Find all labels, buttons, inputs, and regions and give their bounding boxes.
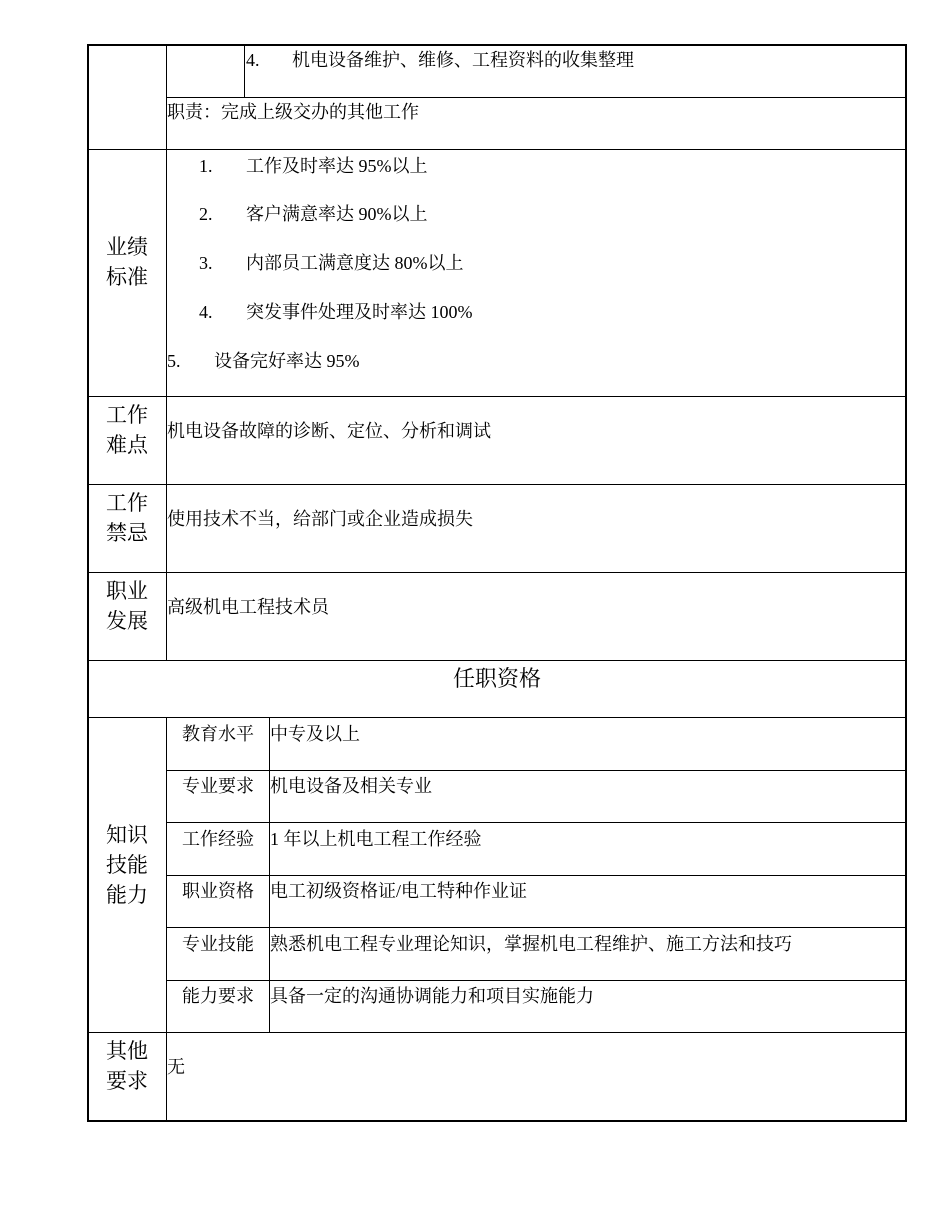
taboo-text: 使用技术不当，给部门或企业造成损失 [167, 509, 473, 529]
row-divider [167, 927, 907, 928]
knowledge-row-key: 专业要求 [182, 776, 254, 796]
column-divider [244, 44, 245, 97]
performance-item-text: 设备完好率达 95% [214, 351, 360, 371]
row-divider [167, 875, 907, 876]
performance-item-text: 内部员工满意度达 80%以上 [246, 253, 464, 273]
row-divider [167, 770, 907, 771]
performance-item-number: 1. [199, 156, 213, 176]
row-divider [167, 822, 907, 823]
row-divider [167, 980, 907, 981]
row-divider [87, 660, 907, 661]
knowledge-row-value: 机电设备及相关专业 [270, 776, 432, 796]
taboo-label: 工作 禁忌 [106, 491, 148, 545]
row-divider [87, 1032, 907, 1033]
row-divider [87, 717, 907, 718]
performance-item-number: 3. [199, 253, 213, 273]
duty-item-number: 4. [246, 50, 260, 70]
row-divider [87, 484, 907, 485]
performance-item-number: 4. [199, 302, 213, 322]
performance-item-text: 工作及时率达 95%以上 [246, 156, 428, 176]
row-divider [87, 396, 907, 397]
knowledge-row-key: 教育水平 [182, 724, 254, 744]
knowledge-row-key: 专业技能 [182, 934, 254, 954]
duty-item-text: 机电设备维护、维修、工程资料的收集整理 [292, 50, 634, 70]
other-text: 无 [167, 1057, 185, 1077]
row-divider [87, 149, 907, 150]
knowledge-row-value: 具备一定的沟通协调能力和项目实施能力 [270, 986, 594, 1006]
difficulty-text: 机电设备故障的诊断、定位、分析和调试 [167, 421, 491, 441]
performance-item-text: 客户满意率达 90%以上 [246, 204, 428, 224]
knowledge-row-value: 1 年以上机电工程工作经验 [270, 829, 482, 849]
knowledge-row-value: 中专及以上 [270, 724, 360, 744]
knowledge-label: 知识 技能 能力 [106, 823, 148, 907]
knowledge-row-value: 电工初级资格证/电工特种作业证 [270, 881, 527, 901]
difficulty-label: 工作 难点 [106, 403, 148, 457]
performance-label: 业绩 标准 [106, 235, 148, 289]
performance-item-number: 2. [199, 204, 213, 224]
qualification-header: 任职资格 [452, 666, 541, 691]
knowledge-row-value: 熟悉机电工程专业理论知识，掌握机电工程维护、施工方法和技巧 [270, 934, 792, 954]
duty-other-text: 职责：完成上级交办的其他工作 [167, 102, 419, 122]
knowledge-row-key: 职业资格 [182, 881, 254, 901]
career-text: 高级机电工程技术员 [167, 597, 329, 617]
performance-item-text: 突发事件处理及时率达 100% [246, 302, 473, 322]
knowledge-row-key: 工作经验 [182, 829, 254, 849]
row-divider [87, 572, 907, 573]
other-label: 其他 要求 [106, 1039, 148, 1093]
knowledge-row-key: 能力要求 [182, 986, 254, 1006]
career-label: 职业 发展 [106, 579, 148, 633]
performance-item-number: 5. [167, 351, 181, 371]
row-divider [167, 97, 907, 98]
